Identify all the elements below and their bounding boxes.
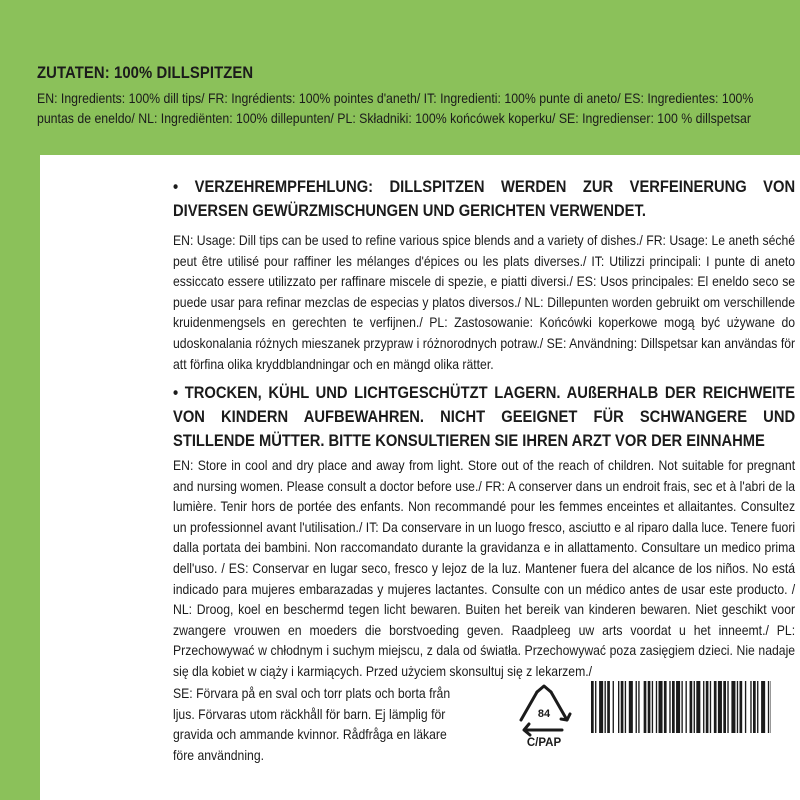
barcode-bar — [740, 681, 743, 733]
barcode-bar — [621, 681, 624, 733]
storage-heading: • TROCKEN, KÜHL UND LICHTGESCHÜTZT LAGERN. AUßERHALB DER REICHWEITE VON KINDERN AUFBEWAHREN. NICHT GEEIGNET FÜR SCHWANGERE UND STILLENDE MÜTTER. BITTE KONSULTIEREN SIE IHREN ARZT VOR DER EINNAHME — [173, 384, 796, 450]
barcode-bar — [652, 681, 653, 733]
barcode-bar — [745, 681, 746, 733]
usage-heading: • VERZEHREMPFEHLUNG: DILLSPITZEN WERDEN ZUR VERFEINERUNG VON DIVERSEN GEWÜRZMISCHUNGEN UND GERICHTEN VERWENDET. — [173, 178, 796, 220]
barcode-bar — [599, 681, 603, 733]
barcode-bar — [607, 681, 610, 733]
barcode-bar — [629, 681, 633, 733]
barcode-icon — [591, 681, 771, 733]
barcode-bar — [681, 681, 682, 733]
barcode-bar — [605, 681, 606, 733]
barcode-bar — [696, 681, 700, 733]
barcode-bar — [710, 681, 711, 733]
barcode-bar — [625, 681, 626, 733]
barcode-bar — [686, 681, 687, 733]
storage-translations: EN: Store in cool and dry place and away from light. Store out of the reach of children. Not suitable for pregnant and nursing women. Please consult a doctor before use./ FR: A conserver dans un endroit frais, sec et à l'abri de la lumière. Tenir hors de portée des enfants. Non recommandé pour les femmes enceintes et allaitantes. Consultez un professionnel avant l'utilisation./ IT: Da conservare in un luogo fresco, asciutto e al riparo dalla luce. Tenere fuori dalla portata dei bambini. Non raccomandato durante la gravidanza e in allattamento. Consultare un medico prima dell'uso. / ES: Conservar en lugar seco, fresco y lejoz de la luz. Mantener fuera del alcance de los niños. No está indicado para mujeres embarazadas y mujeres lactantes. Consulte con un médico antes de usar este producto. / NL: Droog, koel en beschermd tegen licht bewaren. Buiten het bereik van kinderen bewaren. Niet geschikt voor zwangere vrouwen en moeders die borstvoeding geven. Raadpleeg uw arts voordat u het inneemt./ PL: Przechowywać w chłodnym i suchym miejscu, z dala od światła. Przechowywać poza zasięgiem dzieci. Nie nadaje się dla kobiet w ciąży i karmiących. Przed użyciem skonsultuj się z lekarzem./ — [173, 458, 796, 679]
barcode-bar — [664, 681, 667, 733]
recycling-label: C/PAP — [526, 737, 562, 749]
barcode-bar — [731, 681, 735, 733]
barcode-bar — [648, 681, 651, 733]
barcode-bar — [672, 681, 675, 733]
barcode-bar — [690, 681, 693, 733]
barcode-bar — [757, 681, 758, 733]
barcode-bar — [656, 681, 657, 733]
barcode-bar — [750, 681, 751, 733]
usage-section — [173, 175, 800, 375]
recycling-code: 84 — [537, 708, 551, 720]
barcode-bar — [694, 681, 695, 733]
barcode-bar — [676, 681, 680, 733]
barcode-bar — [618, 681, 619, 733]
storage-tail-text: SE: Förvara på en sval och torr plats och borta från ljus. Förvaras utom räckhåll för barn. Ej lämplig för gravida och ammande kvinnor. Rådfråga en läkare före användning. — [173, 686, 451, 763]
barcode-bar — [723, 681, 726, 733]
recycling-triangle-icon — [510, 684, 578, 752]
barcode-bar — [644, 681, 647, 733]
barcode-bar — [706, 681, 709, 733]
ingredients-band — [0, 0, 800, 155]
barcode-bar — [727, 681, 728, 733]
barcode-bar — [753, 681, 756, 733]
ingredients-title: ZUTATEN: 100% DILLSPITZEN — [37, 64, 254, 82]
storage-section — [173, 381, 800, 683]
barcode-bar — [718, 681, 722, 733]
barcode-bar — [595, 681, 596, 733]
barcode-bar — [669, 681, 670, 733]
usage-translations: EN: Usage: Dill tips can be used to refine various spice blends and a variety of dishes./ FR: Usage: Le aneth séché peut être utilisé pour raffiner les mélanges d'épices ou les plats diverses./ IT: Utilizzi principali: I punte di aneto essiccato essere utilizzato per raffinare miscele di spezie, e piatti diversi./ ES: Usos principales: El eneldo seco se puede usar para refinar mezclas de especias y platos diversos./ NL: Dillepunten worden gebruikt om verschillende kruidenmengsels en gerechten te verfijnen./ PL: Zastosowanie: Końcówki koperkowe mogą być używane do udoskonalania różnych mieszanek przypraw i różnorodnych potraw./ SE: Användning: Dillspetsar kan användas för att förfina olika kryddblandningar och en mängd olika rätter. — [173, 233, 796, 372]
barcode-bar — [636, 681, 637, 733]
ingredients-translations: EN: Ingredients: 100% dill tips/ FR: Ingrédients: 100% pointes d'aneth/ IT: Ingredienti: 100% punte di aneto/ ES: Ingredientes: 100% puntas de eneldo/ NL: Ingrediënten: 100% dillepunten/ PL: Składniki: 100% końcówek koperku/ SE: Ingredienser: 100 % dillspetsar — [37, 91, 754, 126]
barcode-bar — [638, 681, 639, 733]
barcode-bar — [761, 681, 765, 733]
barcode-bar — [737, 681, 738, 733]
storage-tail-section — [173, 684, 502, 766]
barcode-bar — [659, 681, 663, 733]
barcode-bar — [714, 681, 717, 733]
barcode-bar — [768, 681, 769, 733]
barcode-bar — [591, 681, 594, 733]
barcode-bar — [703, 681, 704, 733]
barcode-bar — [613, 681, 614, 733]
